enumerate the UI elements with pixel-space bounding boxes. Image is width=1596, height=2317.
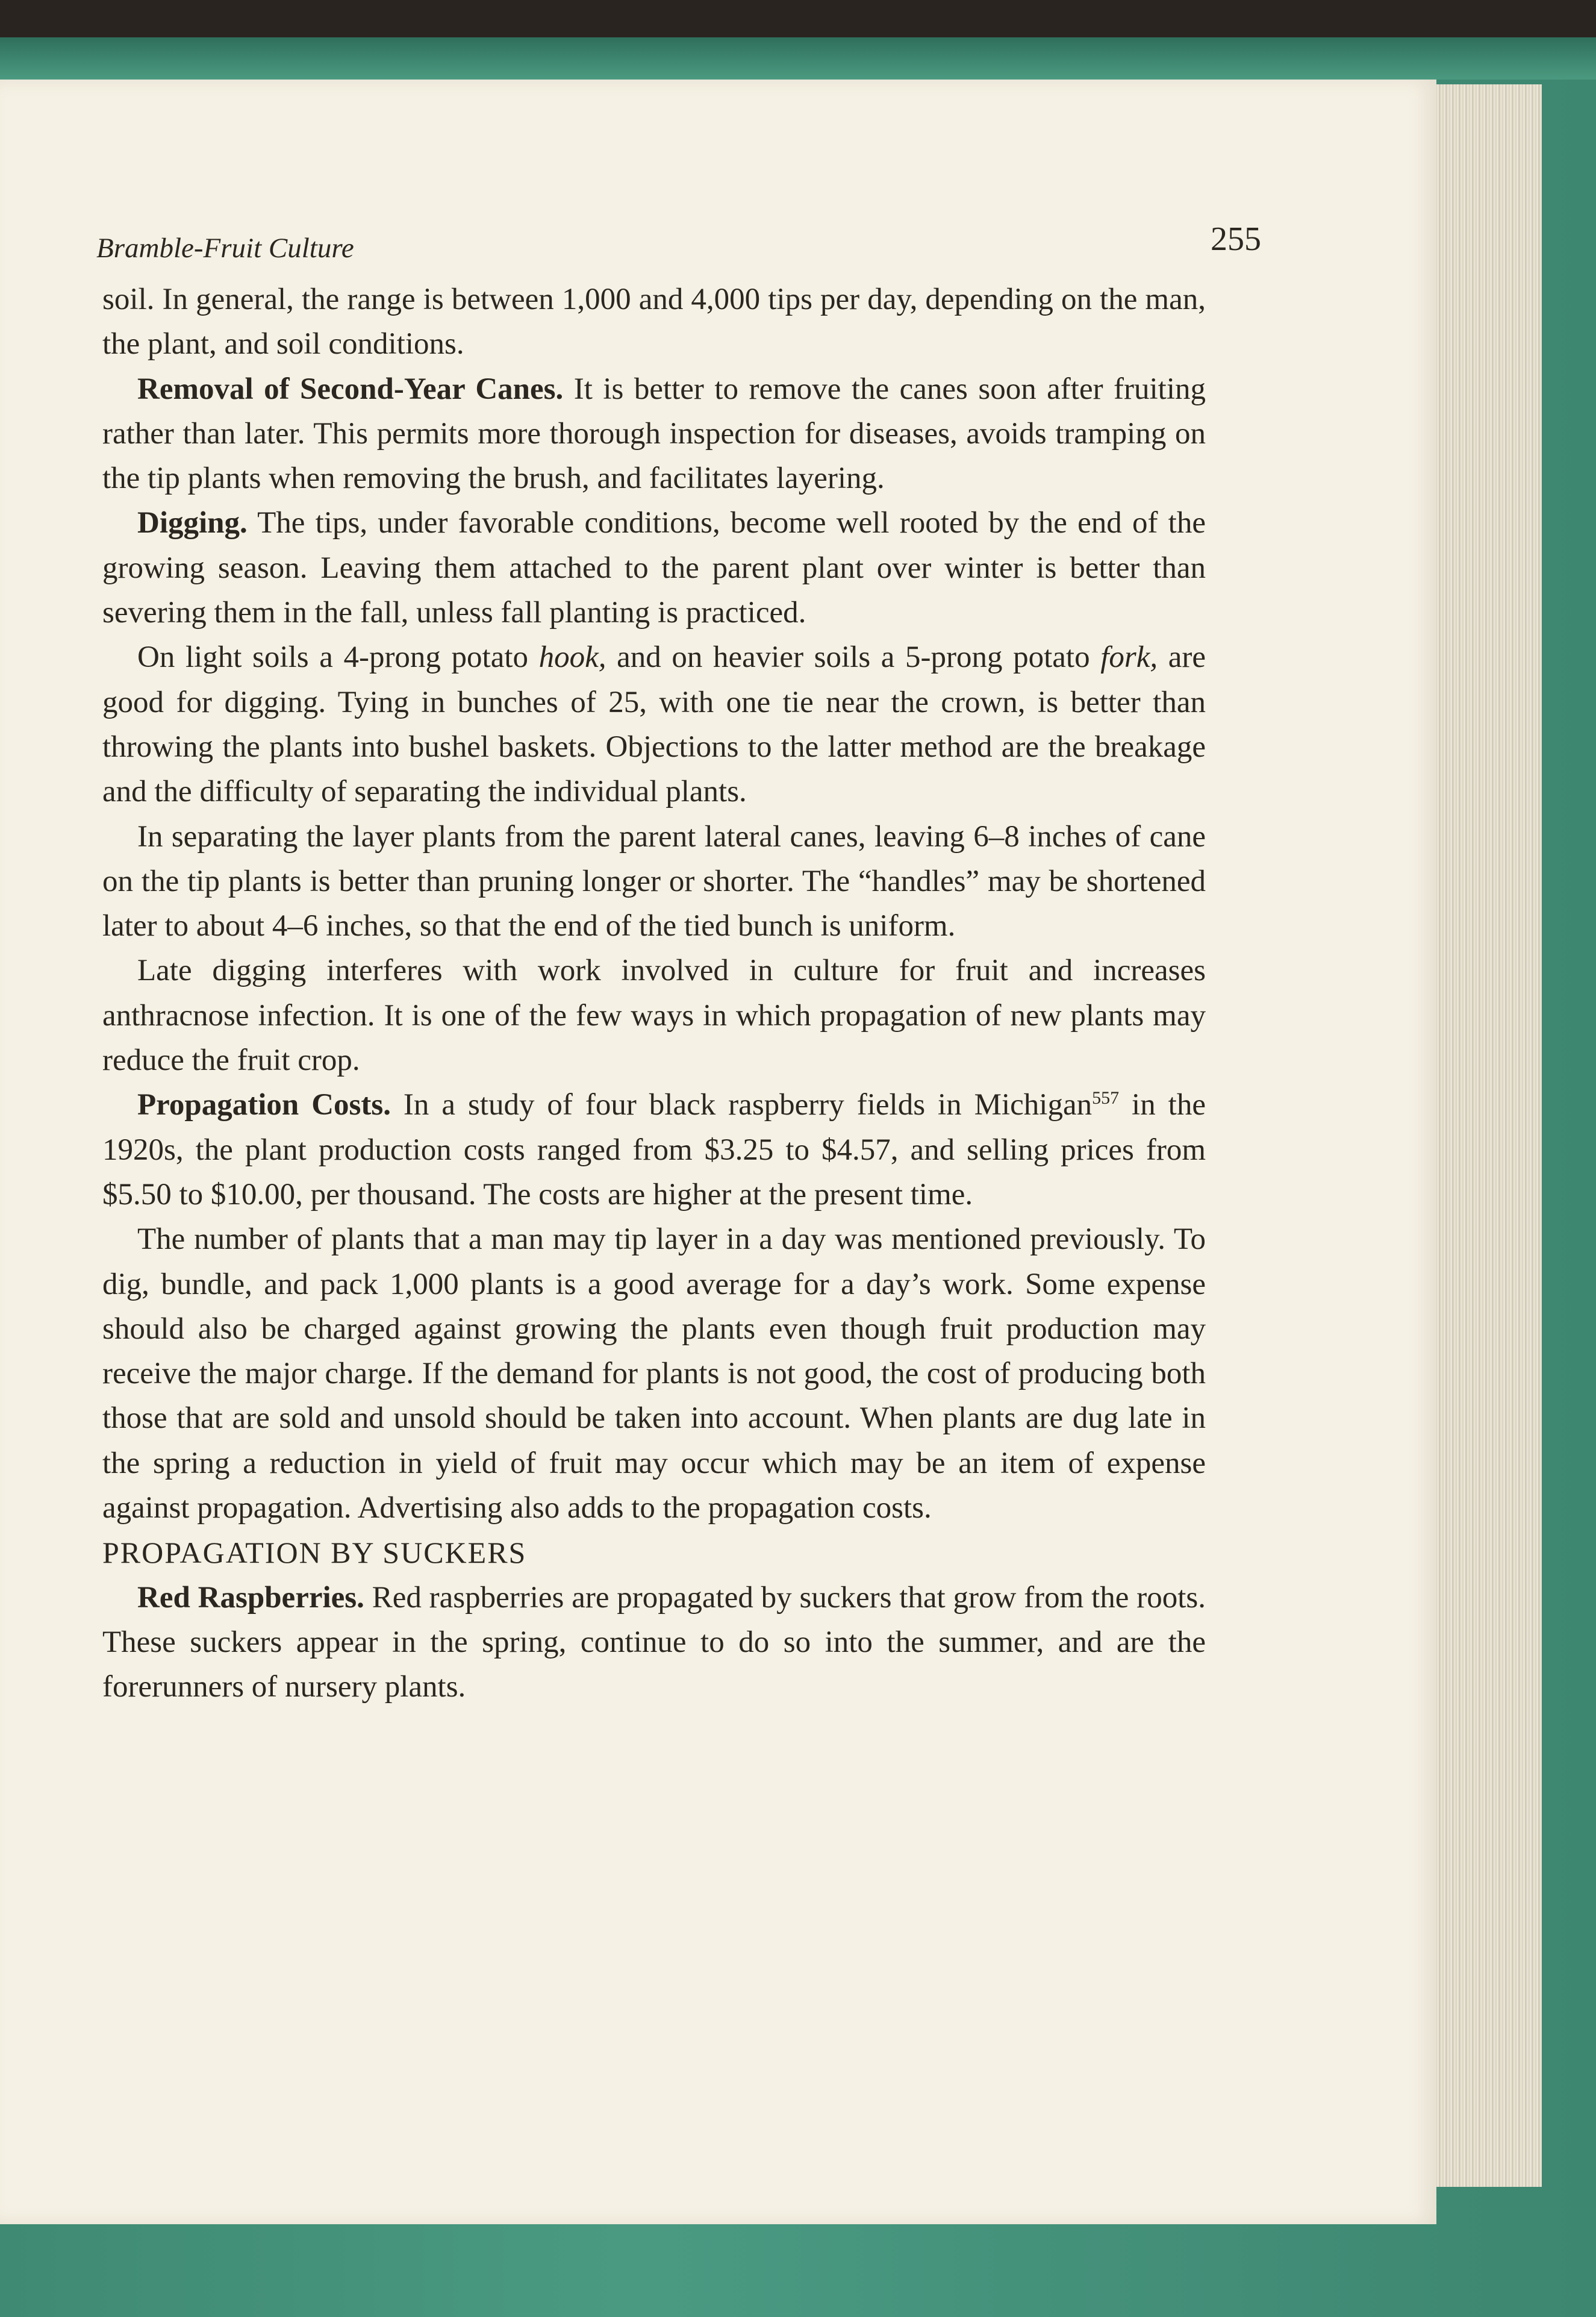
paragraph-text: in the 1920s, the plant production costs ranged from $3.25 to $4.57, and selling prices from $5.50 to $10.00, per thousand. The costs are higher at the present time. — [102, 1088, 1206, 1212]
paragraph-text: soil. In general, the range is between 1,000 and 4,000 tips per day, depending on the man, the plant, and soil conditions. — [102, 283, 1206, 361]
run-in-heading: Digging. — [137, 506, 248, 540]
paragraph-text: are good for digging. Tying in bunches of 25, with one tie near the crown, is better than throwing the plants into bushel baskets. Objections to the latter method are the breakage and the difficulty of separating the individual plants. — [102, 640, 1206, 809]
italic-term: hook, — [538, 640, 606, 675]
running-head — [96, 154, 1261, 264]
paragraph — [102, 1083, 1206, 1217]
paragraph-text: In separating the layer plants from the parent lateral canes, leaving 6–8 inches of cane on the tip plants is better than pruning longer or shorter. The “handles” may be shortened later to about 4–6 inches, so that the end of the tied bunch is uniform. — [102, 819, 1206, 943]
paragraph-text: It is better to remove the canes soon after fruiting rather than later. This permits more thorough inspection for diseases, avoids tramping on the tip plants when removing the brush, and facilitates layering. — [102, 372, 1206, 496]
book-cover-top-edge — [0, 37, 1596, 80]
paragraph-text: In a study of four black raspberry fields in Michigan — [390, 1088, 1093, 1122]
paragraph — [102, 277, 1206, 367]
paragraph — [102, 948, 1206, 1083]
paragraph — [102, 815, 1206, 949]
page-edges — [1421, 84, 1542, 2187]
paragraph — [102, 1575, 1206, 1710]
paragraph — [102, 635, 1206, 814]
paragraph-text: The number of plants that a man may tip layer in a day was mentioned previously. To dig, bundle, and pack 1,000 plants is a good average for a day’s work. Some expense should also be charged against growing the plants even though fruit production may receive the major charge. If the demand for plants is not good, the cost of producing both those that are sold and unsold should be taken into account. When plants are dug late in the spring a reduction in yield of fruit may occur which may be an item of expense against propagation. Advertising also adds to the propagation costs. — [102, 1222, 1206, 1525]
page-number: 255 — [1211, 220, 1261, 258]
footnote-reference: 557 — [1092, 1088, 1120, 1108]
paragraph-text: and on heavier soils a 5-prong potato — [606, 640, 1101, 675]
paragraph — [102, 367, 1206, 501]
body-text — [102, 277, 1206, 1710]
run-in-heading: Red Raspberries. — [137, 1580, 364, 1615]
paragraph-text: On light soils a 4-prong potato — [137, 640, 539, 675]
paragraph — [102, 1217, 1206, 1530]
running-title: Bramble-Fruit Culture — [96, 233, 354, 264]
paragraph-text: Red raspberries are propagated by suckers that grow from the roots. These suckers appear in the spring, continue to do so into the summer, and are the forerunners of nursery plants. — [102, 1580, 1206, 1704]
paragraph-text: The tips, under favorable conditions, become well rooted by the end of the growing season. Leaving them attached to the parent plant over winter is better than severing them in the fall, unless fall planting is practiced. — [102, 506, 1206, 630]
paragraph-text: Late digging interferes with work involved in culture for fruit and increases anthracnose infection. It is one of the few ways in which propagation of new plants may reduce the fruit crop. — [102, 954, 1206, 1078]
paragraph — [102, 501, 1206, 635]
section-heading: PROPAGATION BY SUCKERS — [102, 1536, 527, 1570]
run-in-heading: Removal of Second-Year Canes. — [137, 372, 564, 406]
italic-term: fork, — [1100, 640, 1158, 675]
run-in-heading: Propagation Costs. — [137, 1088, 391, 1122]
